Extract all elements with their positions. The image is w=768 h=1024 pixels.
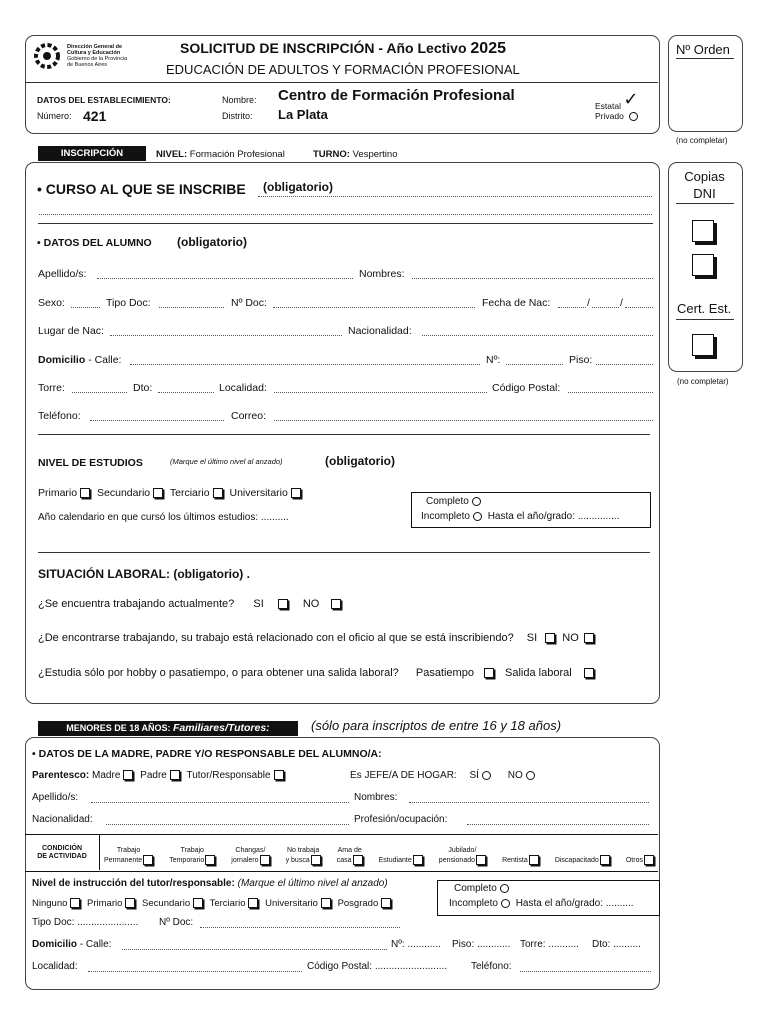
distrito-value: La Plata xyxy=(278,107,328,122)
tutor-secundario-checkbox[interactable] xyxy=(193,898,203,908)
menores-bar-em: Familiares/Tutores: xyxy=(173,722,270,734)
tutor-nombres-field[interactable] xyxy=(409,802,649,803)
tutor-hasta[interactable]: Hasta el año/grado: .......... xyxy=(515,898,634,909)
dto-field[interactable] xyxy=(158,392,214,393)
profesion-label: Profesión/ocupación: xyxy=(354,814,448,825)
calle-label: - Calle: xyxy=(88,354,122,366)
actividad-option[interactable]: No trabaja y busca xyxy=(285,847,320,864)
section-divider-3 xyxy=(38,552,650,553)
orden-underline xyxy=(676,58,734,59)
tipo-doc-field[interactable] xyxy=(159,307,224,308)
torre-field[interactable] xyxy=(72,392,127,393)
dni-copy-checkbox-2[interactable] xyxy=(692,254,714,276)
turno-label: TURNO: xyxy=(313,149,350,160)
tutor-completo-radio[interactable] xyxy=(500,884,509,893)
laboral-q1: ¿Se encuentra trabajando actualmente? SI NO xyxy=(38,598,345,610)
actividad-checkbox[interactable] xyxy=(143,855,153,865)
nacionalidad-field[interactable] xyxy=(422,335,653,336)
actividad-option[interactable]: Estudiante xyxy=(379,855,423,865)
tipo-doc-label: Tipo Doc: xyxy=(106,297,151,309)
actividad-checkbox[interactable] xyxy=(205,855,215,865)
incompleto-option[interactable]: Incompleto Hasta el año/grado: ............... xyxy=(421,511,620,522)
parentesco-row: Parentesco: Madre Padre Tutor/Responsable xyxy=(32,770,288,781)
incompleto-radio[interactable] xyxy=(473,512,482,521)
numero-value: 421 xyxy=(83,108,107,124)
dni-copy-checkbox-1[interactable] xyxy=(692,220,714,242)
actividad-option[interactable]: Ama de casa xyxy=(336,847,362,864)
correo-field[interactable] xyxy=(274,420,653,421)
actividad-option[interactable]: Trabajo Permanente xyxy=(104,847,153,865)
tutor-terciario-checkbox[interactable] xyxy=(248,898,258,908)
n-doc-field[interactable] xyxy=(273,307,475,308)
copias-line1: Copias xyxy=(684,169,725,184)
logo-text-1: Dirección General de xyxy=(67,44,123,50)
tutor-nacionalidad-field[interactable] xyxy=(106,824,349,825)
alumno-heading xyxy=(37,237,152,249)
menores-bar xyxy=(38,721,298,736)
distrito-label: Distrito: xyxy=(222,111,253,121)
curso-bullet: • xyxy=(37,181,42,197)
form-title-text: SOLICITUD DE INSCRIPCIÓN - Año Lectivo xyxy=(180,40,467,56)
inscripcion-bar: INSCRIPCIÓN xyxy=(38,146,146,161)
tutor-apellido-field[interactable] xyxy=(91,802,349,803)
actividad-checkbox[interactable] xyxy=(260,855,270,865)
tutor-checkbox[interactable] xyxy=(274,770,284,780)
primario-checkbox[interactable] xyxy=(80,488,90,498)
nombres-field[interactable] xyxy=(412,278,653,279)
nivel-value: Formación Profesional xyxy=(189,149,285,160)
localidad-label: Localidad: xyxy=(219,382,267,394)
nacionalidad-label: Nacionalidad: xyxy=(348,325,412,337)
actividad-checkbox[interactable] xyxy=(529,855,539,865)
no-completar-note-2: (no completar) xyxy=(677,377,729,386)
cert-underline xyxy=(676,319,734,320)
cert-label: Cert. Est. xyxy=(677,301,732,316)
turno-value: Vespertino xyxy=(352,149,398,160)
q2-no-checkbox[interactable] xyxy=(584,633,594,643)
orden-label: Nº Orden xyxy=(676,42,730,57)
dto-label: Dto: xyxy=(133,382,153,394)
actividad-option[interactable]: Otros xyxy=(626,855,654,865)
form-title xyxy=(180,40,506,58)
nombres-label: Nombres: xyxy=(359,268,405,280)
piso-label: Piso: xyxy=(569,354,593,366)
section-divider-2 xyxy=(38,434,650,435)
telefono-label: Teléfono: xyxy=(38,410,81,422)
form-year: 2025 xyxy=(470,40,506,57)
salida-laboral-checkbox[interactable] xyxy=(584,668,594,678)
q2-text: ¿De encontrarse trabajando, su trabajo está relacionado con el oficio al que se está inscribiendo? xyxy=(38,632,514,644)
menores-heading xyxy=(32,748,382,760)
fecha-sep-1: / xyxy=(587,297,590,309)
establecimiento-label: DATOS DEL ESTABLECIMIENTO: xyxy=(37,95,171,105)
condicion-label: CONDICIÓN DE ACTIVIDAD xyxy=(37,845,87,860)
laboral-q3: ¿Estudia sólo por hobby o pasatiempo, o para obtener una salida laboral? Pasatiempo Salida laboral xyxy=(38,667,598,679)
turno-info xyxy=(313,149,398,160)
curso-obligatorio: (obligatorio) xyxy=(263,180,333,194)
tutor-domicilio: Domicilio - Calle: xyxy=(32,939,112,950)
tutor-tipo-doc[interactable]: Tipo Doc: ...................... xyxy=(32,917,139,928)
jefe-row: Es JEFE/A DE HOGAR: SÍ NO xyxy=(350,770,535,781)
tutor-primario-checkbox[interactable] xyxy=(125,898,135,908)
sexo-field[interactable] xyxy=(71,307,100,308)
ninguno-checkbox[interactable] xyxy=(70,898,80,908)
alumno-bullet: • xyxy=(37,237,41,249)
tutor-codigo-postal[interactable]: Código Postal: .......................... xyxy=(307,961,448,972)
actividad-options xyxy=(104,843,654,865)
completo-radio[interactable] xyxy=(472,497,481,506)
jefe-no-radio[interactable] xyxy=(526,771,535,780)
calle-field[interactable] xyxy=(130,364,480,365)
codigo-postal-field[interactable] xyxy=(568,392,653,393)
logo xyxy=(34,43,144,75)
numero-calle-label: Nº: xyxy=(486,354,501,366)
estatal-label: Estatal xyxy=(595,101,621,111)
apellido-field[interactable] xyxy=(97,278,353,279)
header-divider xyxy=(25,82,658,83)
fecha-nac-label: Fecha de Nac: xyxy=(482,297,551,309)
tutor-calle-field[interactable] xyxy=(122,949,387,950)
tutor-piso[interactable]: Piso: ............ xyxy=(452,939,511,950)
tutor-niveles: Ninguno Primario Secundario Terciario Universitario Posgrado xyxy=(32,898,395,909)
estudios-title: NIVEL DE ESTUDIOS xyxy=(38,457,143,469)
form-subtitle: EDUCACIÓN DE ADULTOS Y FORMACIÓN PROFESIONAL xyxy=(166,62,520,77)
q1-si-checkbox[interactable] xyxy=(278,599,288,609)
cert-checkbox[interactable] xyxy=(692,334,714,356)
parentesco-label: Parentesco: xyxy=(32,770,90,781)
fecha-sep-2: / xyxy=(620,297,623,309)
lugar-nac-label: Lugar de Nac: xyxy=(38,325,104,337)
actividad-option[interactable]: Discapacitado xyxy=(555,855,610,865)
actividad-option[interactable]: Jubilado/ pensionado xyxy=(439,847,486,865)
instruccion-label: Nivel de instrucción del tutor/responsable: xyxy=(32,878,235,889)
completo-option[interactable]: Completo xyxy=(426,496,481,507)
domicilio-label xyxy=(38,354,121,366)
menores-title: DATOS DE LA MADRE, PADRE Y/O RESPONSABLE DEL ALUMNO/A: xyxy=(38,748,382,760)
curso-input-line-2[interactable] xyxy=(39,214,652,215)
tutor-telefono-label: Teléfono: xyxy=(471,961,512,972)
logo-text-3: Gobierno de la Provincia xyxy=(67,56,128,62)
tutor-n-doc-label: Nº Doc: xyxy=(159,917,194,928)
alumno-title: DATOS DEL ALUMNO xyxy=(43,237,152,249)
actividad-option[interactable]: Rentista xyxy=(502,855,539,865)
tutor-completo-option[interactable]: Completo xyxy=(454,883,509,894)
fecha-dia-field[interactable] xyxy=(558,307,586,308)
section-divider-1 xyxy=(38,223,653,224)
privado-option[interactable] xyxy=(595,111,638,121)
curso-title: CURSO AL QUE SE INSCRIBE xyxy=(45,181,246,197)
menores-note: (sólo para inscriptos de entre 16 y 18 años) xyxy=(311,718,562,733)
posgrado-checkbox[interactable] xyxy=(381,898,391,908)
nombre-label: Nombre: xyxy=(222,95,257,105)
estatal-check-icon: ✓ xyxy=(623,89,639,110)
actividad-option[interactable]: Trabajo Temporario xyxy=(169,847,215,865)
localidad-field[interactable] xyxy=(274,392,487,393)
n-doc-label: Nº Doc: xyxy=(231,297,267,309)
opt-terciario[interactable]: Terciario xyxy=(170,487,227,499)
apellido-label: Apellido/s: xyxy=(38,268,87,280)
tutor-telefono-field[interactable] xyxy=(520,971,651,972)
actividad-checkbox[interactable] xyxy=(311,855,321,865)
profesion-field[interactable] xyxy=(467,824,649,825)
no-completar-note-1: (no completar) xyxy=(676,136,728,145)
q1-text: ¿Se encuentra trabajando actualmente? xyxy=(38,598,235,610)
actividad-checkbox[interactable] xyxy=(600,855,610,865)
secundario-checkbox[interactable] xyxy=(153,488,163,498)
opt-universitario[interactable]: Universitario xyxy=(229,487,304,499)
actividad-checkbox[interactable] xyxy=(644,855,654,865)
universitario-checkbox[interactable] xyxy=(291,488,301,498)
anio-calendario[interactable]: Año calendario en que cursó los últimos estudios: .......... xyxy=(38,512,289,523)
hasta-anio[interactable]: Hasta el año/grado: ............... xyxy=(487,511,620,522)
copias-underline xyxy=(676,203,734,204)
actividad-checkbox[interactable] xyxy=(413,855,423,865)
nombre-value: Centro de Formación Profesional xyxy=(278,87,515,104)
tutor-localidad-field[interactable] xyxy=(88,971,302,972)
q3-text: ¿Estudia sólo por hobby o pasatiempo, o para obtener una salida laboral? xyxy=(38,667,399,679)
estudios-obligatorio: (obligatorio) xyxy=(325,454,395,468)
privado-radio[interactable] xyxy=(629,112,638,121)
privado-label: Privado xyxy=(595,111,624,121)
padre-checkbox[interactable] xyxy=(170,770,180,780)
codigo-postal-label: Código Postal: xyxy=(492,382,561,394)
actividad-option[interactable]: Changas/ jornalero xyxy=(231,847,269,865)
fecha-mes-field[interactable] xyxy=(592,307,619,308)
numero-label: Número: xyxy=(37,111,72,121)
jefe-si-radio[interactable] xyxy=(482,771,491,780)
menores-bar-label: MENORES DE 18 AÑOS: xyxy=(66,723,171,733)
laboral-title: SITUACIÓN LABORAL: (obligatorio) . xyxy=(38,567,250,581)
tutor-incompleto-radio[interactable] xyxy=(501,899,510,908)
tutor-torre[interactable]: Torre: ........... xyxy=(520,939,579,950)
menores-bullet: • xyxy=(32,748,36,760)
tutor-nombres-label: Nombres: xyxy=(354,792,398,803)
logo-emblem-icon xyxy=(34,43,60,69)
tutor-apellido-label: Apellido/s: xyxy=(32,792,79,803)
sexo-label: Sexo: xyxy=(38,297,65,309)
opt-secundario[interactable]: Secundario xyxy=(97,487,167,499)
laboral-q2: ¿De encontrarse trabajando, su trabajo está relacionado con el oficio al que se está inscribiendo? SI NO xyxy=(38,632,598,644)
instruccion-heading xyxy=(32,878,388,889)
condicion-divider xyxy=(99,834,100,870)
numero-calle-field[interactable] xyxy=(506,364,563,365)
torre-label: Torre: xyxy=(38,382,65,394)
tutor-nacionalidad-label: Nacionalidad: xyxy=(32,814,93,825)
copias-line2: DNI xyxy=(693,186,716,201)
curso-input-line-1[interactable] xyxy=(258,196,652,197)
domicilio-title: Domicilio xyxy=(38,354,86,366)
telefono-field[interactable] xyxy=(90,420,224,421)
actividad-checkbox[interactable] xyxy=(353,855,363,865)
tutor-incompleto-option[interactable]: Incompleto Hasta el año/grado: .......... xyxy=(449,898,634,909)
lugar-nac-field[interactable] xyxy=(110,335,342,336)
terciario-checkbox[interactable] xyxy=(213,488,223,498)
curso-heading xyxy=(37,181,246,197)
instruccion-hint: (Marque el último nivel al anzado) xyxy=(237,878,388,889)
copias-label xyxy=(668,168,741,202)
opt-primario[interactable]: Primario xyxy=(38,487,94,499)
tutor-localidad-label: Localidad: xyxy=(32,961,78,972)
nivel-label: NIVEL: xyxy=(156,149,188,160)
nivel-info xyxy=(156,149,285,160)
q2-si-checkbox[interactable] xyxy=(545,633,555,643)
alumno-obligatorio: (obligatorio) xyxy=(177,235,247,249)
pasatiempo-checkbox[interactable] xyxy=(484,668,494,678)
tutor-dto[interactable]: Dto: .......... xyxy=(592,939,641,950)
logo-text-2: Cultura y Educación xyxy=(67,50,121,56)
tutor-n-doc-field[interactable] xyxy=(200,927,400,928)
fecha-anio-field[interactable] xyxy=(625,307,653,308)
estudios-options xyxy=(38,487,305,499)
tutor-universitario-checkbox[interactable] xyxy=(321,898,331,908)
estudios-hint: (Marque el último nivel al anzado) xyxy=(170,457,283,466)
logo-text-4: de Buenos Aires xyxy=(67,62,108,68)
q1-no-checkbox[interactable] xyxy=(331,599,341,609)
piso-field[interactable] xyxy=(596,364,653,365)
tutor-numero[interactable]: Nº: ............ xyxy=(391,939,441,950)
actividad-checkbox[interactable] xyxy=(476,855,486,865)
correo-label: Correo: xyxy=(231,410,267,422)
madre-checkbox[interactable] xyxy=(123,770,133,780)
